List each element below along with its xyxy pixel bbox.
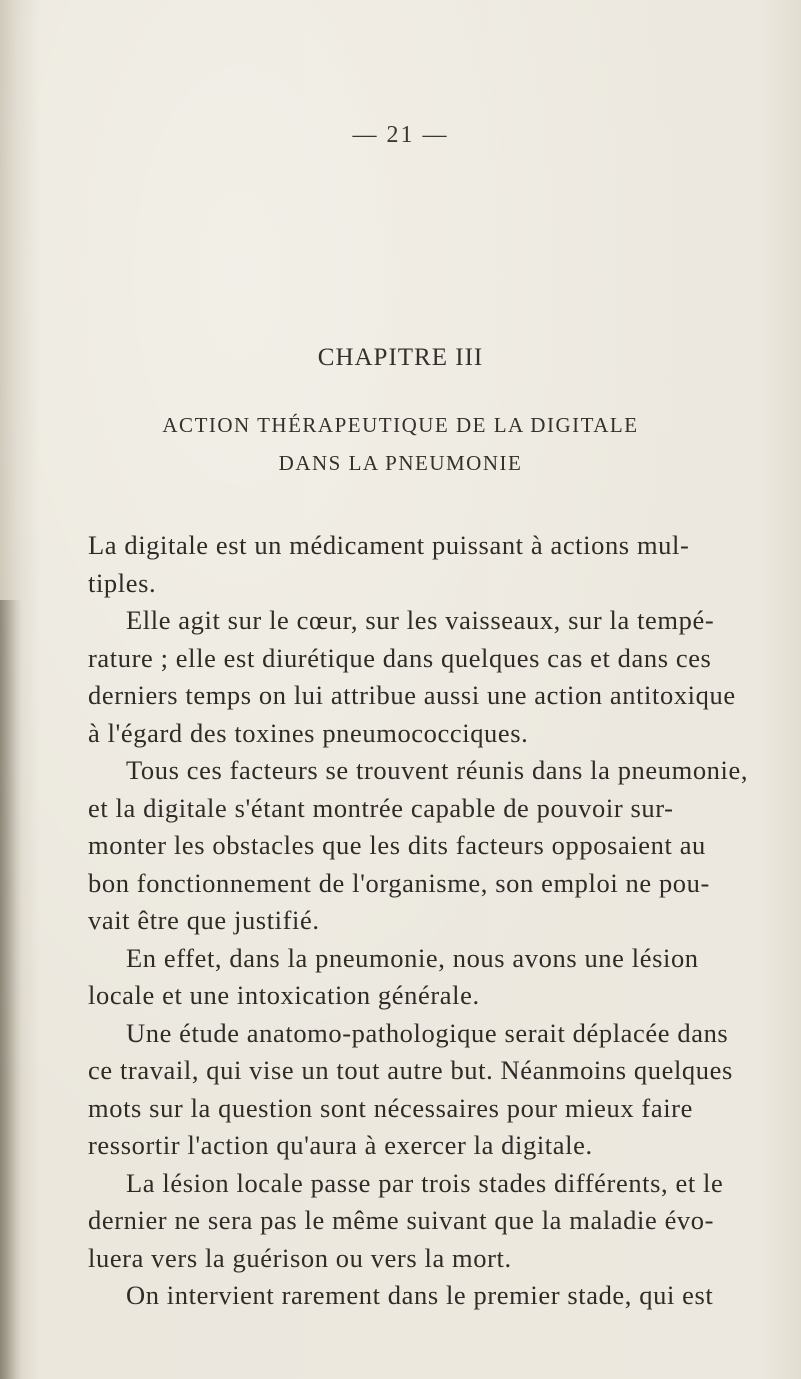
text-line: derniers temps on lui attribue aussi une action antitoxique (88, 680, 736, 710)
chapter-title-line-2: DANS LA PNEUMONIE (278, 451, 523, 475)
text-line: monter les obstacles que les dits facteurs opposaient au (88, 830, 706, 860)
text-line: rature ; elle est diurétique dans quelques cas et dans ces (88, 642, 712, 673)
page-edge-shadow (0, 600, 22, 1379)
body-text (88, 527, 778, 1315)
text-line: à l'égard des toxines pneumococciques. (88, 717, 529, 748)
text-line: ressortir l'action qu'aura à exercer la digitale. (88, 1130, 593, 1160)
text-line: Elle agit sur le cœur, sur les vaisseaux, sur la tempé- (126, 605, 715, 635)
text-line: La lésion locale passe par trois stades différents, et le (126, 1167, 724, 1198)
text-line: On intervient rarement dans le premier stade, qui est (126, 1280, 714, 1310)
text-line: locale et une intoxication générale. (88, 980, 480, 1010)
text-line: Tous ces facteurs se trouvent réunis dans la pneumonie, (126, 755, 749, 785)
text-line: et la digitale s'étant montrée capable de pouvoir sur- (88, 792, 674, 823)
page-number: — 21 — (352, 122, 449, 148)
chapter-heading: CHAPITRE III (317, 344, 484, 371)
text-line: La digitale est un médicament puissant à actions mul- (88, 530, 690, 560)
text-line: dernier ne sera pas le même suivant que la maladie évo- (88, 1205, 715, 1235)
text-line: luera vers la guérison ou vers la mort. (88, 1242, 512, 1273)
text-line: Une étude anatomo-pathologique serait déplacée dans (126, 1017, 729, 1048)
chapter-title-line-1: ACTION THÉRAPEUTIQUE DE LA DIGITALE (162, 413, 639, 437)
text-line: mots sur la question sont nécessaires pour mieux faire (88, 1092, 693, 1123)
text-line: En effet, dans la pneumonie, nous avons une lésion (126, 942, 699, 973)
text-line: bon fonctionnement de l'organisme, son emploi ne pou- (88, 867, 710, 898)
text-line: tiples. (88, 567, 157, 598)
text-line: ce travail, qui vise un tout autre but. Néanmoins quelques (88, 1055, 733, 1085)
text-line: vait être que justifié. (88, 905, 320, 935)
